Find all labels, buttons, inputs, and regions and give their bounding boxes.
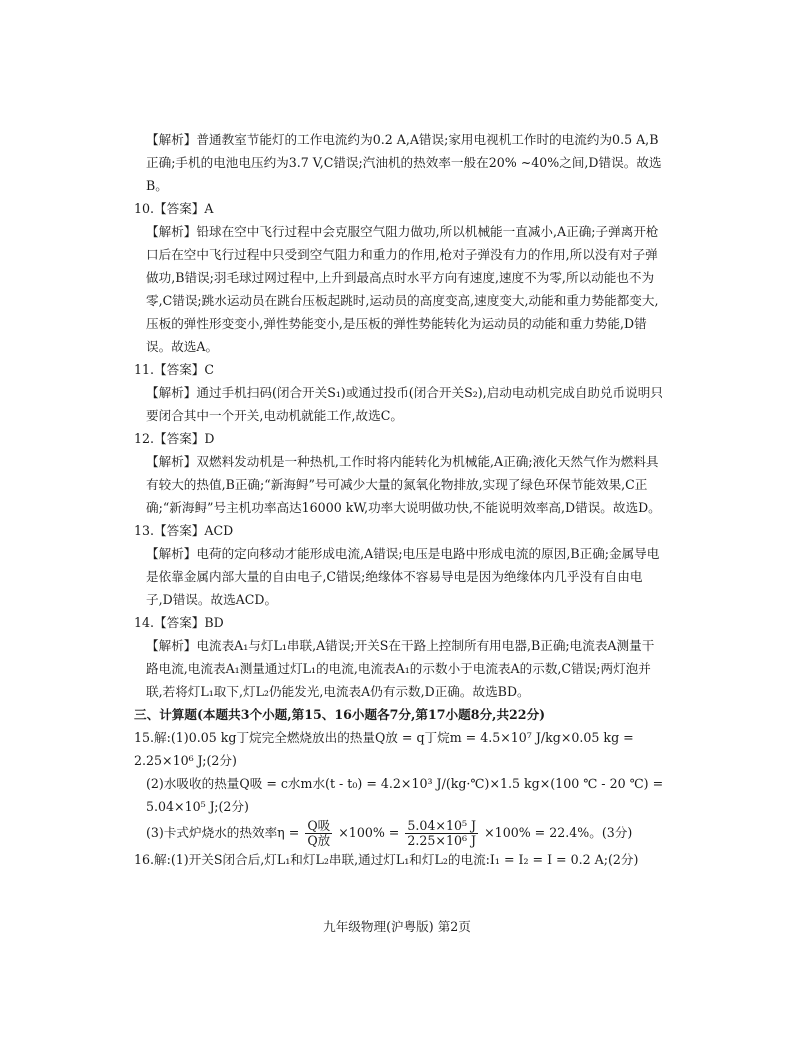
q15-part3-mid: ×100% = [338,825,400,840]
q15-part3 [134,818,664,848]
section-3-title: 三、计算题(本题共3个小题,第15、16小题各7分,第17小题8分,共22分) [134,707,546,722]
q11-answer: 11.【答案】C [134,362,215,377]
q14-answer: 14.【答案】BD [134,615,224,630]
q15-part3-tail: ×100% = 22.4%。(3分) [484,825,633,840]
page-content [134,128,664,871]
q12-analysis: 【解析】双燃料发动机是一种热机,工作时将内能转化为机械能,A正确;液化天然气作为燃料具有较大的热值,B正确;“新海鲟”号可减少大量的氮氧化物排放,实现了绿色环保节能效果,C正确;“新海鲟”号主机功率高达16000 kW,功率大说明做功快,不能说明效率高,D错误。故选D。 [146,454,661,515]
q9-analysis: 【解析】普通教室节能灯的工作电流约为0.2 A,A错误;家用电视机工作时的电流约为0.5 A,B正确;手机的电池电压约为3.7 V,C错误;汽油机的热效率一般在20% ~40%之间,D错误。故选B。 [146,132,662,193]
q15-part3-lead: (3)卡式炉烧水的热效率η = [146,825,300,840]
fraction-numerator: Q吸 [307,818,331,833]
q13-answer: 13.【答案】ACD [134,523,234,538]
q15-part2: (2)水吸收的热量Q吸 = c水m水(t - t₀) = 4.2×10³ J/(kg·℃)×1.5 kg×(100 ℃ - 20 ℃) = 5.04×10⁵ J;(2分) [146,776,664,814]
fraction-denominator: 2.25×10⁶ J [407,833,477,848]
q13-analysis: 【解析】电荷的定向移动才能形成电流,A错误;电压是电路中形成电流的原因,B正确;金属导电是依靠金属内部大量的自由电子,C错误;绝缘体不容易导电是因为绝缘体内几乎没有自由电子,D错误。故选ACD。 [146,546,660,607]
q12-answer: 12.【答案】D [134,431,215,446]
q10-analysis: 【解析】铅球在空中飞行过程中会克服空气阻力做功,所以机械能一直减小,A正确;子弹离开枪口后在空中飞行过程中只受到空气阻力和重力的作用,枪对子弹没有力的作用,所以没有对子弹做功,B错误;羽毛球过网过程中,上升到最高点时水平方向有速度,速度不为零,所以动能也不为零,C错误;跳水运动员在跳台压板起跳时,运动员的高度变高,速度变大,动能和重力势能都变大,压板的弹性形变变小,弹性势能变小,是压板的弹性势能转化为运动员的动能和重力势能,D错误。故选A。 [146,224,659,354]
efficiency-fraction [305,819,332,848]
q14-analysis: 【解析】电流表A₁与灯L₁串联,A错误;开关S在干路上控制所有用电器,B正确;电流表A测量干路电流,电流表A₁测量通过灯L₁的电流,电流表A₁的示数小于电流表A的示数,C错误;两灯泡并联,若将灯L₁取下,灯L₂仍能发光,电流表A仍有示数,D正确。故选BD。 [146,638,655,699]
fraction-denominator: Q放 [307,833,331,848]
efficiency-value-fraction [405,819,478,848]
q11-analysis: 【解析】通过手机扫码(闭合开关S₁)或通过投币(闭合开关S₂),启动电动机完成自助兑币说明只要闭合其中一个开关,电动机就能工作,故选C。 [146,385,663,423]
q16-part1: 16.解:(1)开关S闭合后,灯L₁和灯L₂串联,通过灯L₁和灯L₂的电流:I₁ = I₂ = I = 0.2 A;(2分) [134,852,639,867]
fraction-numerator: 5.04×10⁵ J [407,818,477,833]
page-footer: 九年级物理(沪粤版) 第2页 [323,919,471,934]
q15-part1: 15.解:(1)0.05 kg丁烷完全燃烧放出的热量Q放 = q丁烷m = 4.5×10⁷ J/kg×0.05 kg = 2.25×10⁶ J;(2分) [134,730,634,768]
q10-answer: 10.【答案】A [134,201,214,216]
